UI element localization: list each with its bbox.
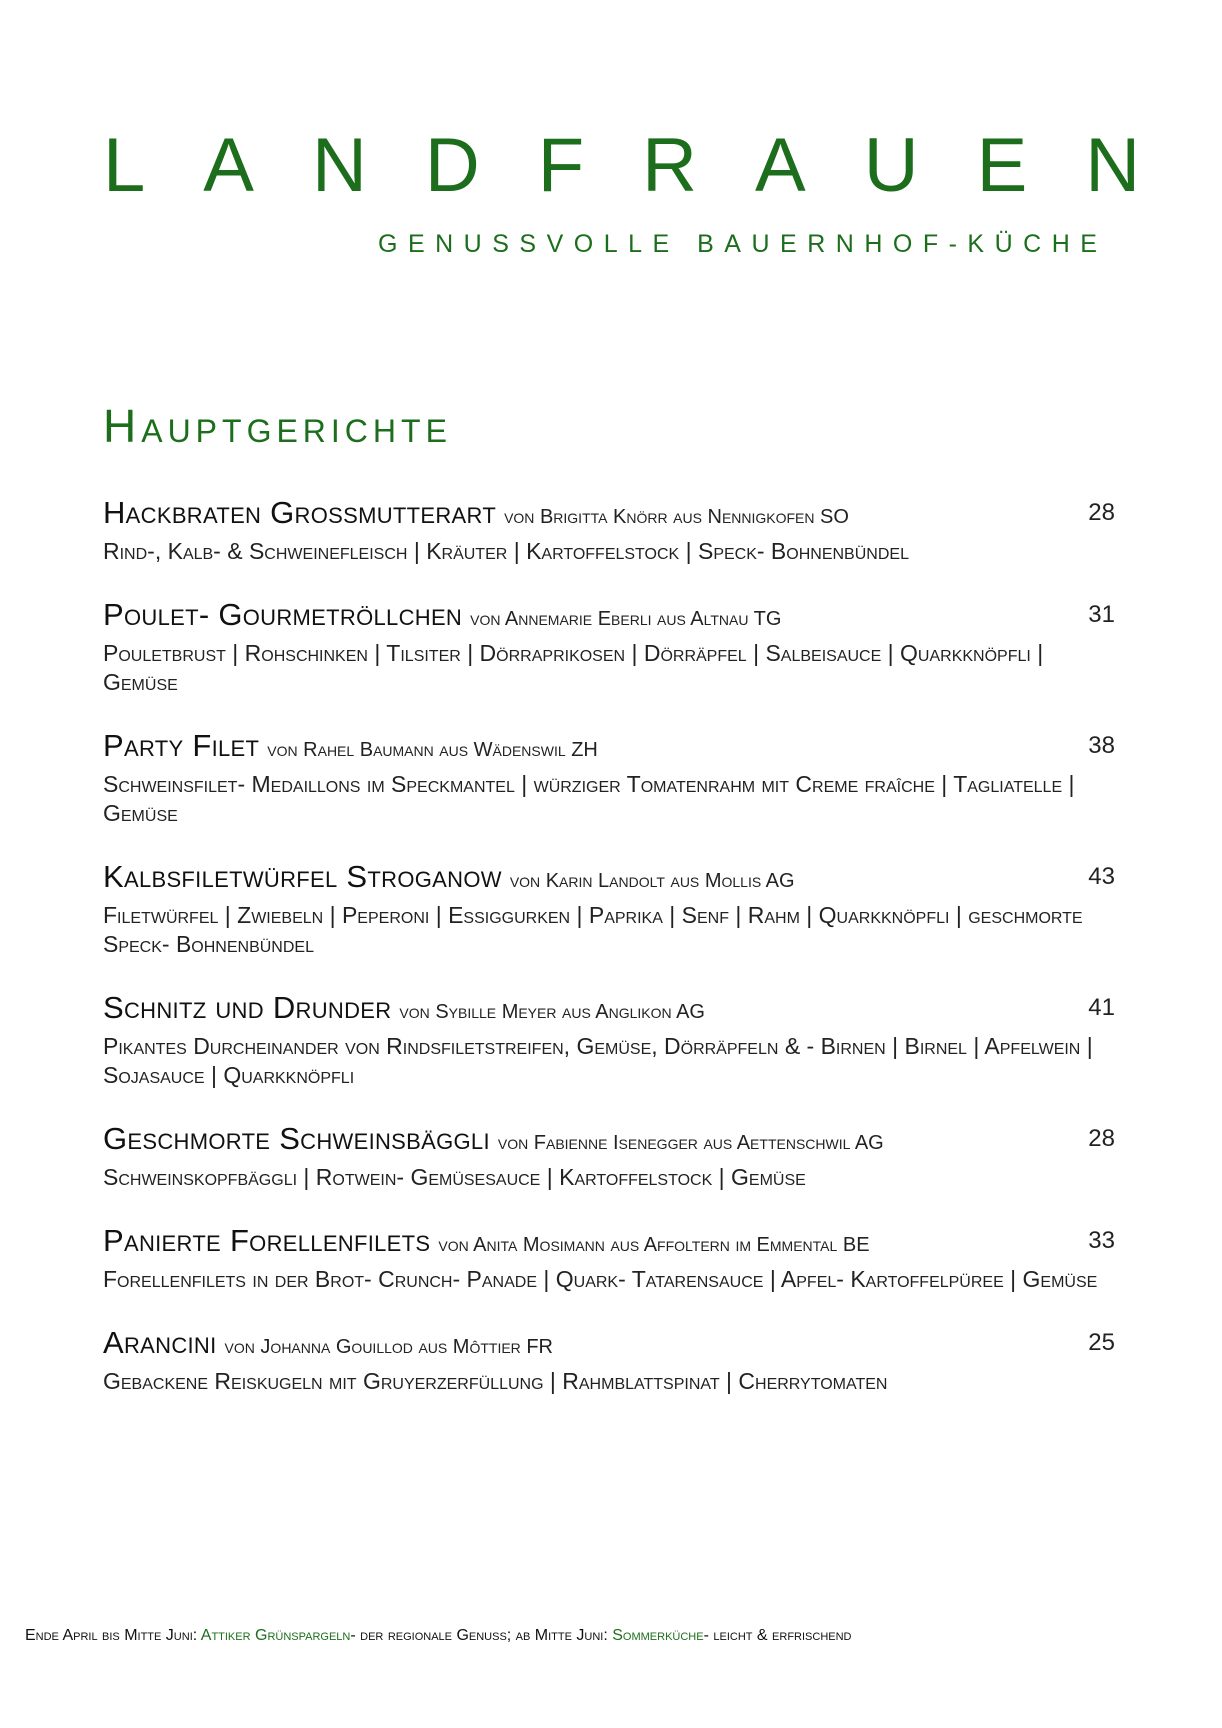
dish-heading — [103, 859, 1053, 901]
brand-title: LANDFRAUEN — [103, 123, 1199, 208]
menu-item — [103, 728, 1115, 828]
dish-price: 43 — [1088, 863, 1115, 890]
dish-price: 25 — [1088, 1329, 1115, 1356]
dish-price: 28 — [1088, 1125, 1115, 1152]
dish-description: Pouletbrust | Rohschinken | Tilsiter | Dörraprikosen | Dörräpfel | Salbeisauce | Quarkknöpfli | Gemüse — [103, 640, 1044, 695]
dish-source: von Annemarie Eberli aus Altnau TG — [470, 608, 782, 630]
dish-source: von Johanna Gouillod aus Môttier FR — [224, 1336, 554, 1358]
dish-description: Forellenfilets in der Brot- Crunch- Panade | Quark- Tatarensauce | Apfel- Kartoffelpüree | Gemüse — [103, 1266, 1098, 1292]
section-title: Hauptgerichte — [103, 400, 452, 452]
dish-name: Panierte Forellenfilets — [103, 1223, 431, 1258]
dish-price: 41 — [1088, 994, 1115, 1021]
dish-source: von Brigitta Knörr aus Nennigkofen SO — [504, 506, 849, 528]
menu-item — [103, 1223, 1115, 1294]
dish-source: von Rahel Baumann aus Wädenswil ZH — [267, 739, 598, 761]
footer-highlight: Attiker Grünspargeln — [200, 1627, 351, 1644]
dish-name: Poulet- Gourmetröllchen — [103, 597, 463, 632]
dish-source: von Sybille Meyer aus Anglikon AG — [399, 1001, 705, 1023]
dish-price: 28 — [1088, 499, 1115, 526]
footer-note — [25, 1625, 1205, 1647]
dish-source: von Anita Mosimann aus Affoltern im Emmental BE — [438, 1234, 870, 1256]
dish-name: Geschmorte Schweinsbäggli — [103, 1121, 490, 1156]
dish-description: Schweinskopfbäggli | Rotwein- Gemüsesauce | Kartoffelstock | Gemüse — [103, 1164, 806, 1190]
menu-item — [103, 495, 1115, 566]
dish-heading — [103, 1121, 1053, 1163]
brand-subtitle: GENUSSVOLLE BAUERNHOF-KÜCHE — [378, 230, 1108, 258]
dish-description: Pikantes Durcheinander von Rindsfiletstreifen, Gemüse, Dörräpfeln & - Birnen | Birnel | Apfelwein | Sojasauce | Quarkknöpfli — [103, 1033, 1093, 1088]
dish-heading — [103, 597, 1053, 639]
dish-name: Party Filet — [103, 728, 260, 763]
dish-heading — [103, 990, 1053, 1032]
menu-item — [103, 597, 1115, 697]
footer-text: Ende April bis Mitte Juni: — [25, 1627, 201, 1644]
dish-heading — [103, 728, 1053, 770]
dish-price: 38 — [1088, 732, 1115, 759]
dish-description: Rind-, Kalb- & Schweinefleisch | Kräuter | Kartoffelstock | Speck- Bohnenbündel — [103, 538, 909, 564]
menu-item — [103, 990, 1115, 1090]
dish-source: von Karin Landolt aus Mollis AG — [509, 870, 795, 892]
footer-text: - leicht & erfrischend — [703, 1627, 852, 1644]
menu-item — [103, 1325, 1115, 1396]
dish-price: 31 — [1088, 601, 1115, 628]
menu-item — [103, 859, 1115, 959]
menu-list — [103, 495, 1115, 1427]
dish-description: Gebackene Reiskugeln mit Gruyerzerfüllung | Rahmblattspinat | Cherrytomaten — [103, 1368, 888, 1394]
dish-heading — [103, 495, 1053, 537]
dish-description: Filetwürfel | Zwiebeln | Peperoni | Essiggurken | Paprika | Senf | Rahm | Quarkknöpfli | geschmorte Speck- Bohnenbündel — [103, 902, 1083, 957]
dish-heading — [103, 1223, 1053, 1265]
dish-heading — [103, 1325, 1053, 1367]
dish-name: Kalbsfiletwürfel Stroganow — [103, 859, 502, 894]
menu-item — [103, 1121, 1115, 1192]
dish-name: Arancini — [103, 1325, 217, 1360]
footer-text: - der regionale Genuss; ab Mitte Juni: — [350, 1627, 613, 1644]
dish-name: Schnitz und Drunder — [103, 990, 392, 1025]
dish-description: Schweinsfilet- Medaillons im Speckmantel | würziger Tomatenrahm mit Creme fraîche | Tagliatelle | Gemüse — [103, 771, 1075, 826]
dish-name: Hackbraten Grossmutterart — [103, 495, 497, 530]
footer-highlight: Sommerküche — [612, 1627, 704, 1644]
dish-source: von Fabienne Isenegger aus Aettenschwil AG — [497, 1132, 884, 1154]
dish-price: 33 — [1088, 1227, 1115, 1254]
